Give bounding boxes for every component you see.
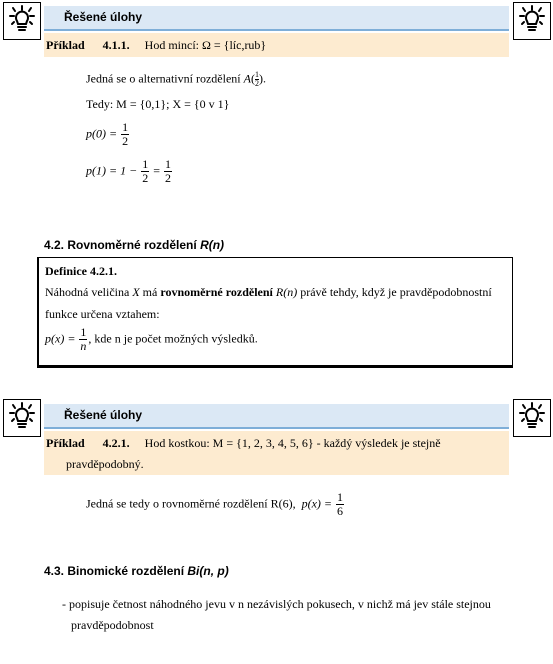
heading-var: R(n) [200,238,225,252]
lightbulb-icon [3,2,41,40]
fraction: $\frac{1}{2}$ [122,120,129,148]
example-number: 4.1.1. [102,38,130,52]
formula-p1 [86,158,173,185]
lightbulb-icon [513,399,551,437]
formula-left: p(x) = [301,496,333,511]
bullet-line-cont: pravděpodobnost [71,618,154,632]
section-heading [44,564,229,578]
answer-text: Jedná se o alternativní rozdělení [86,71,241,86]
heading-text: 4.3. Binomické rozdělení [44,564,185,578]
answer-text: Jedná se tedy o rovnoměrné rozdělení R(6), [86,496,296,511]
example-task: Hod mincí: Ω = {líc,rub} [144,38,267,52]
formula-left: p(1) = 1 − [86,163,138,178]
answer-line [86,491,345,518]
fraction: $\frac{1}{2}$ [142,157,149,185]
section-heading [44,238,224,252]
distribution-symbol: A [243,71,251,86]
lightbulb-icon [513,2,551,40]
bullet-line: - popisuje četnost náhodného jevu v n nezávislých pokusech, v nichž má jev stále stejnou [62,597,491,611]
answer-line-2: Tedy: M = {0,1}; X = {0 v 1} [86,97,230,111]
solved-tasks-band [44,404,509,429]
definition-title: Definice 4.2.1. [45,264,117,278]
definition-line-2: funkce určena vztahem: [45,307,160,321]
formula-p0 [86,121,130,148]
example-line [46,38,266,53]
fraction: $\frac{1}{2}$ [164,157,171,185]
example-box [44,431,509,475]
band-title: Řešené úlohy [64,10,143,24]
lightbulb-icon [3,399,41,437]
definition-line-1: Náhodná veličina X má rovnoměrné rozdělení R(n) právě tehdy, když je pravděpodobnostní [45,285,492,299]
example-box [44,33,509,57]
heading-text: 4.2. Rovnoměrné rozdělení [44,238,197,252]
definition-box [37,257,513,368]
fraction: $\frac{1}{2}$ [254,70,259,88]
example-label: Příklad [46,436,85,450]
fraction: $\frac{1}{n}$ [80,325,87,353]
fraction: $\frac{1}{6}$ [337,490,344,518]
heading-var: Bi(n, p) [187,564,229,578]
example-task: Hod kostkou: M = {1, 2, 3, 4, 5, 6} - každý výsledek je stejně [144,436,441,450]
equals-sign: = [153,163,160,178]
answer-line-1: Jedná se o alternativní rozdělení A( $\frac{1}{2}$ ). [86,70,266,88]
example-task-cont: pravděpodobný. [66,457,144,471]
example-line [46,436,441,451]
formula-left: p(0) = [86,126,118,141]
band-title: Řešené úlohy [64,408,143,422]
example-number: 4.2.1. [102,436,130,450]
example-label: Příklad [46,38,85,52]
solved-tasks-band [44,6,509,31]
definition-formula: p(x) = $\frac{1}{n}$ , kde n je počet možných výsledků. [45,325,258,353]
